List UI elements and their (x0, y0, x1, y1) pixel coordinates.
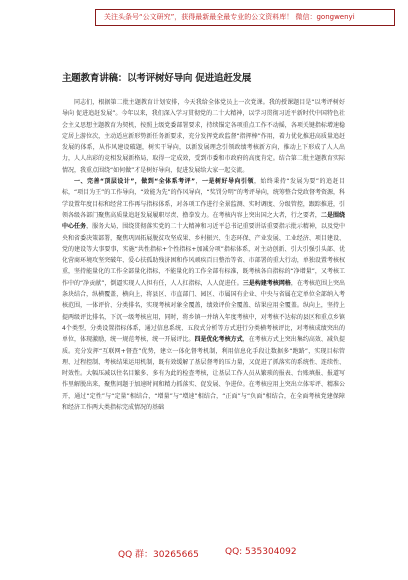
point-one: 一是树好导向引领 (202, 178, 254, 186)
footer-qq-group: QQ 群：30265665 (118, 550, 199, 560)
paragraph-section-one: 一、完善“顶层设计”，做到“全体系考评”，一是树好导向引领，始终秉持“发展为要”的追赶目标，“项目为王”的工作导向，“效能为先”的作风导向，“奖罚分明”的考评导向，统筹整合党政督考资源，科学设置年度目标和经营工作再与指标体系，对各项工作进行全景监测、实时调度、分级管控，跟踪推进，引领各级各部门聚焦高质量追赶发展履职尽责、撸拳发力。在考核内容上突出国之大者，行之要者，二是围绕中心任务，服务大局，围绕贯彻落实党的二十大精神和习近平总书记重要讲话重要指示批示精神，以及党中央和省委决策部署，聚焦巩固拓展脱贫攻坚成果、乡村振兴、生态环保、产业发展、工业经济、项目建设、党的建设等大事要事，实施“共性指标+个性指标+加减分项”指标体系，对主动创新、引大引强引头部、优化营商环境攻坚突破年、爱心扶孤助残济困和作风顽疾百日整治等省、市部署的重大行动，单独设置考核权重，坚持能量化的工作全部量化指标，不能量化的工作全部有标准，既考核各自指标的“净增量”，又考核工作中的“净贡献”，倒逼实现人人担有任，人人扛指标，人人促进任。三是构建考核网格，在考核范围上突出条块结合，纵横覆盖，横向上，将县区、市直部门、园区、市属国有企业、中央与省属在定单位全部纳入考核范围，一体评价、分类排名，实现考核对象全覆盖，绩效评价全覆盖、结果应用全覆盖。纵向上，坚持上提两级评比排名，下沉一级考核应用，同时，将乡镇一并纳入年度考核中，对考核不达标的县区和重点乡镇4个类型，分类设置指标体系，通过信息系统、五段式分析等方式进行分类横考核评比，对考核成绩突出的单位，体现激励，统一规范考核，统一开展评比。四是优化考核方式，在考核方式上突出集约高效、减负提质。充分发挥“互联网+督查”优势，建立一体化督考机制，利用信息化手段让数据多“跑路”，实现目标管理、过程控制、考核结果运用机制，既有效缓解了基层督考的压力量，又促进了抓落实的系统性、连续性、时效性。大幅压减以往名目繁多、多有为此的检查考核，让基层工作人员从繁琐的报表、台账填报、报道写作里解脱出来，聚焦问题于加速时间和精力抓落实、促发展、争进位。在考核应用上突出立体零评、精准公开，通过“定性”与“定量”相结合，“增量”与“增速”相结合，“正面”与“负面”相结合，在全面考核党建保障和经济工作两大类指标完成情况的基础 (62, 178, 345, 412)
point-four: 四是优化考核方式 (194, 336, 243, 344)
banner-text: 关注头条号“公文研究”，获得最新最全最专业的公文资料库！ 微信：gongwenyi (104, 13, 355, 21)
footer (0, 543, 408, 563)
paragraph-intro: 同志们，根据第二批主题教育计划安排，今天我给全体党员上一次党课。我的授课题目是“以考评树好导向 促进追赶发展”。今年以来，我们深入学习贯彻党的二十大精神，以学习贯彻习近平新时代中国特色社会主义思想主题教育为契机，按照上级党委部署要求，持续锚定各项重点工作不动摇，各项关键指标增速稳定居上游位次，主动适应新形势新任务新要求，充分发挥党政监督“指挥棒”作用，着力优化推进高质量追赶发展的体系，从作风建设破题，树实干导向，以新发展理念引领政绩考核新方向，推动上下形成了人人出力，人人出彩的竞相发展新格局，取得一定成效，受到市委和市政府的高度肯定。结合第二批主题教育实际情况，我重点围绕“如何做”才是树好导向，促进发展给大家一起交流。 (62, 99, 345, 174)
footer-qq: QQ: 535304092 (225, 547, 297, 557)
top-banner (0, 0, 408, 30)
point-two: 二是围绕中心任务 (62, 211, 345, 231)
section-one-heading: 一、完善“顶层设计”，做到“全体系考评” (74, 178, 196, 186)
document-title: 主题教育讲稿：以考评树好导向 促进追赶发展 (62, 73, 252, 84)
document-body (62, 97, 345, 413)
point-three: 三是构建考核网格 (242, 279, 291, 287)
